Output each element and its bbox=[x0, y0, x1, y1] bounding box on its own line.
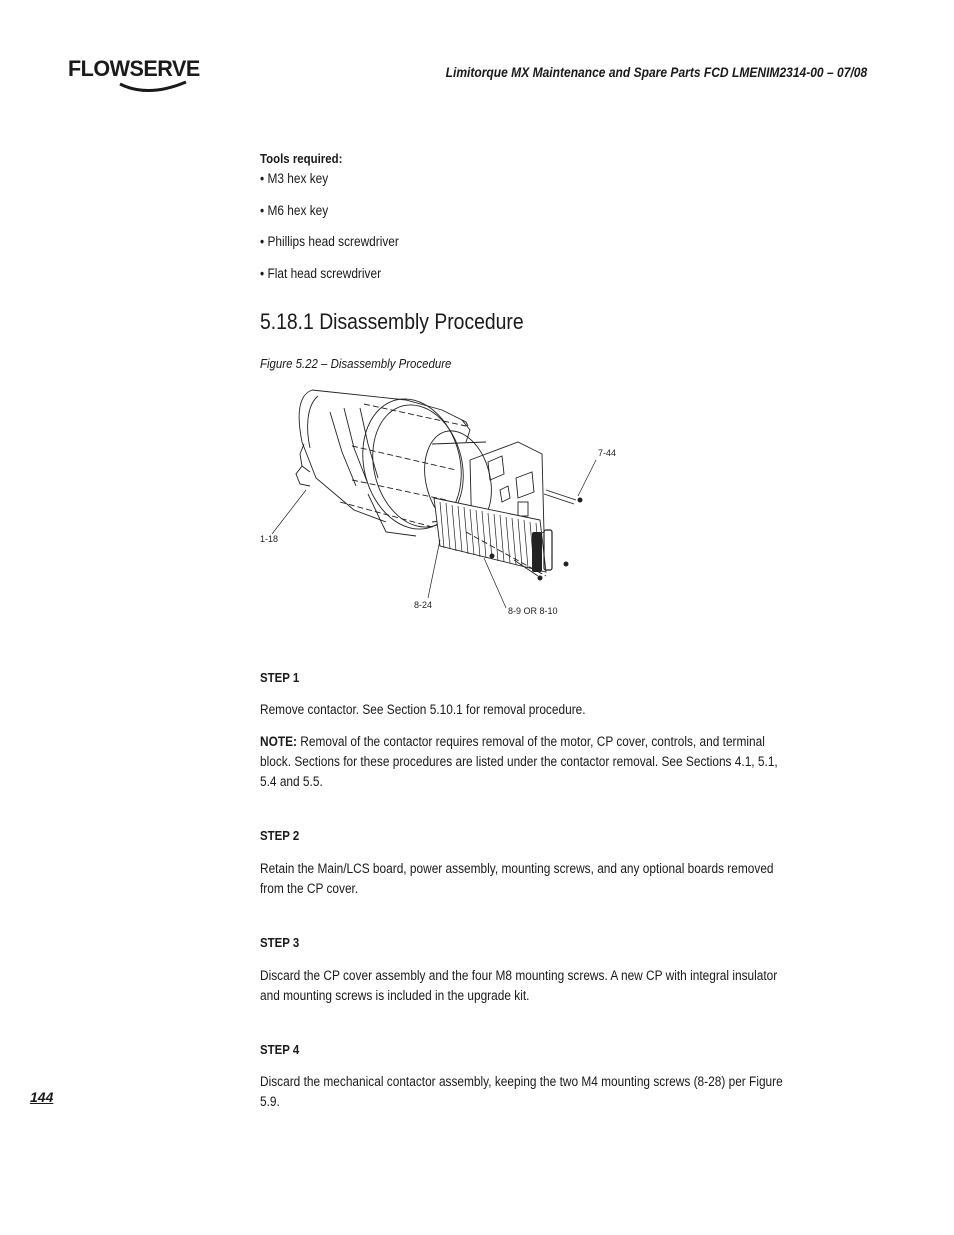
step-heading: STEP 3 bbox=[260, 935, 300, 950]
tools-required-heading: Tools required: bbox=[260, 151, 343, 166]
note-text: Removal of the contactor requires removal of the motor, CP cover, controls, and terminal block. Sections for these procedures are listed under the contactor removal. See Sections 4.1, 5.1, 5.4 and 5.5. bbox=[260, 734, 778, 789]
note-label: NOTE: bbox=[260, 734, 297, 749]
callout-label: 1-18 bbox=[260, 534, 279, 544]
step-text: Discard the mechanical contactor assembly, keeping the two M4 mounting screws (8-28) per Figure 5.9. bbox=[260, 1074, 783, 1109]
logo-wordmark: FLOWSERVE bbox=[68, 56, 200, 81]
step-heading: STEP 1 bbox=[260, 670, 300, 685]
tool-item: • M3 hex key bbox=[260, 171, 329, 186]
tool-item: • Phillips head screwdriver bbox=[260, 234, 399, 249]
section-heading: 5.18.1 Disassembly Procedure bbox=[260, 309, 524, 334]
step-heading: STEP 4 bbox=[260, 1042, 300, 1057]
disassembly-exploded-drawing bbox=[256, 382, 617, 622]
callout-label: 7-44 bbox=[598, 448, 617, 458]
page-number: 144 bbox=[30, 1089, 54, 1105]
note-paragraph bbox=[260, 732, 797, 792]
callout-label: 8-24 bbox=[414, 600, 433, 610]
step-text: Remove contactor. See Section 5.10.1 for removal procedure. bbox=[260, 702, 586, 717]
callout-label: 8-9 OR 8-10 bbox=[508, 606, 558, 616]
step-heading: STEP 2 bbox=[260, 828, 300, 843]
figure-caption: Figure 5.22 – Disassembly Procedure bbox=[260, 356, 452, 371]
step-text: Retain the Main/LCS board, power assembly, mounting screws, and any optional boards removed from the CP cover. bbox=[260, 861, 774, 896]
document-header-title: Limitorque MX Maintenance and Spare Parts FCD LMENIM2314-00 – 07/08 bbox=[445, 64, 867, 80]
step-text: Discard the CP cover assembly and the four M8 mounting screws. A new CP with integral insulator and mounting screws is included in the upgrade kit. bbox=[260, 968, 778, 1003]
logo-swoosh-icon bbox=[68, 56, 208, 96]
tool-item: • M6 hex key bbox=[260, 203, 329, 218]
tool-item: • Flat head screwdriver bbox=[260, 266, 382, 281]
flowserve-logo bbox=[68, 56, 208, 96]
